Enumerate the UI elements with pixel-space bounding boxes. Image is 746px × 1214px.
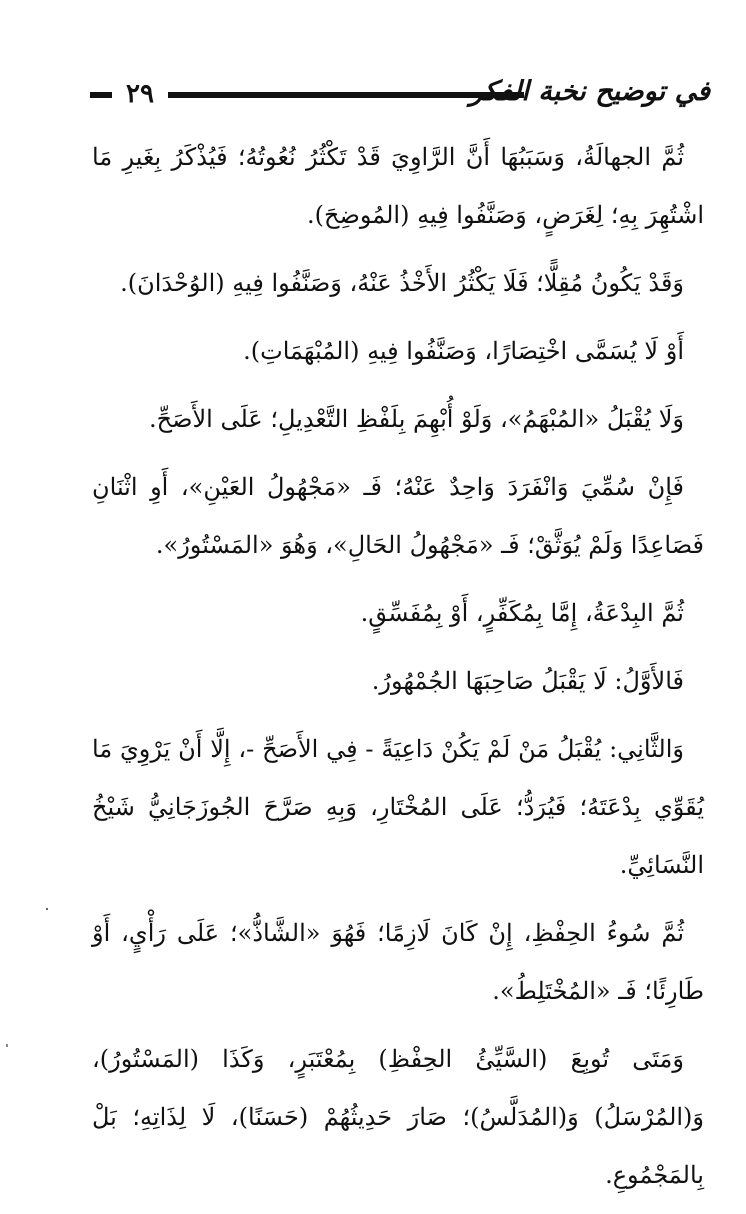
- paragraph-8: وَالثَّانِي: يُقْبَلُ مَنْ لَمْ يَكُنْ دَاعِيَةً - فِي الأَصَحِّ -، إِلَّا أَنْ يَرْوِيَ مَا يُقَوِّي بِدْعَتَهُ؛ فَيُرَدُّ؛ عَلَى المُخْتَارِ، وَبِهِ صَرَّحَ الجُوزَجَانِيُّ شَيْخُ النَّسَائِيِّ.: [92, 735, 704, 879]
- paragraph-4: وَلَا يُقْبَلُ «المُبْهَمُ»، وَلَوْ أُبْهِمَ بِلَفْظِ التَّعْدِيلِ؛ عَلَى الأَصَحِّ.: [148, 405, 684, 433]
- page-body: [92, 128, 704, 1214]
- paragraph-2: وَقَدْ يَكُونُ مُقِلًّا؛ فَلَا يَكْثُرُ الأَخْذُ عَنْهُ، وَصَنَّفُوا فِيهِ (الوُحْدَانَ).: [120, 269, 684, 297]
- paragraph-7: فَالأَوَّلُ: لَا يَقْبَلُ صَاحِبَهَا الجُمْهُورُ.: [371, 667, 684, 695]
- scan-speck: [46, 908, 48, 910]
- page-number: ٢٩: [126, 79, 154, 109]
- paragraph-1: ثُمَّ الجهالَةُ، وَسَبَبُهَا أَنَّ الرَّاوِيَ قَدْ تَكْثُرُ نُعُوتُهُ؛ فَيُذْكَرُ بِغَيرِ مَا اشْتُهِرَ بِهِ؛ لِغَرَضٍ، وَصَنَّفُوا فِيهِ (المُوضِحَ).: [92, 143, 704, 229]
- scan-edge-speck: [6, 1044, 8, 1047]
- paragraph-3: أَوْ لَا يُسَمَّى اخْتِصَارًا، وَصَنَّفُوا فِيهِ (المُبْهَمَاتِ).: [243, 337, 684, 365]
- page-header: [90, 70, 710, 120]
- paragraph-10: وَمَتَى تُوبِعَ (السَّيِّئُ الحِفْظِ) بِمُعْتَبَرٍ، وَكَذَا (المَسْتُورُ)، وَ(المُرْسَلُ) وَ(المُدَلَّسُ)؛ صَارَ حَدِيثُهُمْ (حَسَنًا)، لَا لِذَاتِهِ؛ بَلْ بِالمَجْمُوعِ.: [92, 1045, 704, 1189]
- paragraph-5: فَإِنْ سُمِّيَ وَانْفَرَدَ وَاحِدٌ عَنْهُ؛ فَـ «مَجْهُولُ العَيْنِ»، أَوِ اثْنَانِ فَصَاعِدًا وَلَمْ يُوَثَّقْ؛ فَـ «مَجْهُولُ الحَالِ»، وَهُوَ «المَسْتُورُ».: [92, 473, 704, 559]
- paragraph-9: ثُمَّ سُوءُ الحِفْظِ، إِنْ كَانَ لَازِمًا؛ فَهُوَ «الشَّاذُّ»؛ عَلَى رَأْيٍ، أَوْ طَارِئًا؛ فَـ «المُخْتَلِطُ».: [92, 919, 704, 1005]
- paragraph-6: ثُمَّ البِدْعَةُ، إِمَّا بِمُكَفِّرٍ، أَوْ بِمُفَسِّقٍ.: [360, 599, 684, 627]
- header-dash: [90, 92, 112, 98]
- running-title: في توضيح نخبة الفكر: [469, 76, 710, 107]
